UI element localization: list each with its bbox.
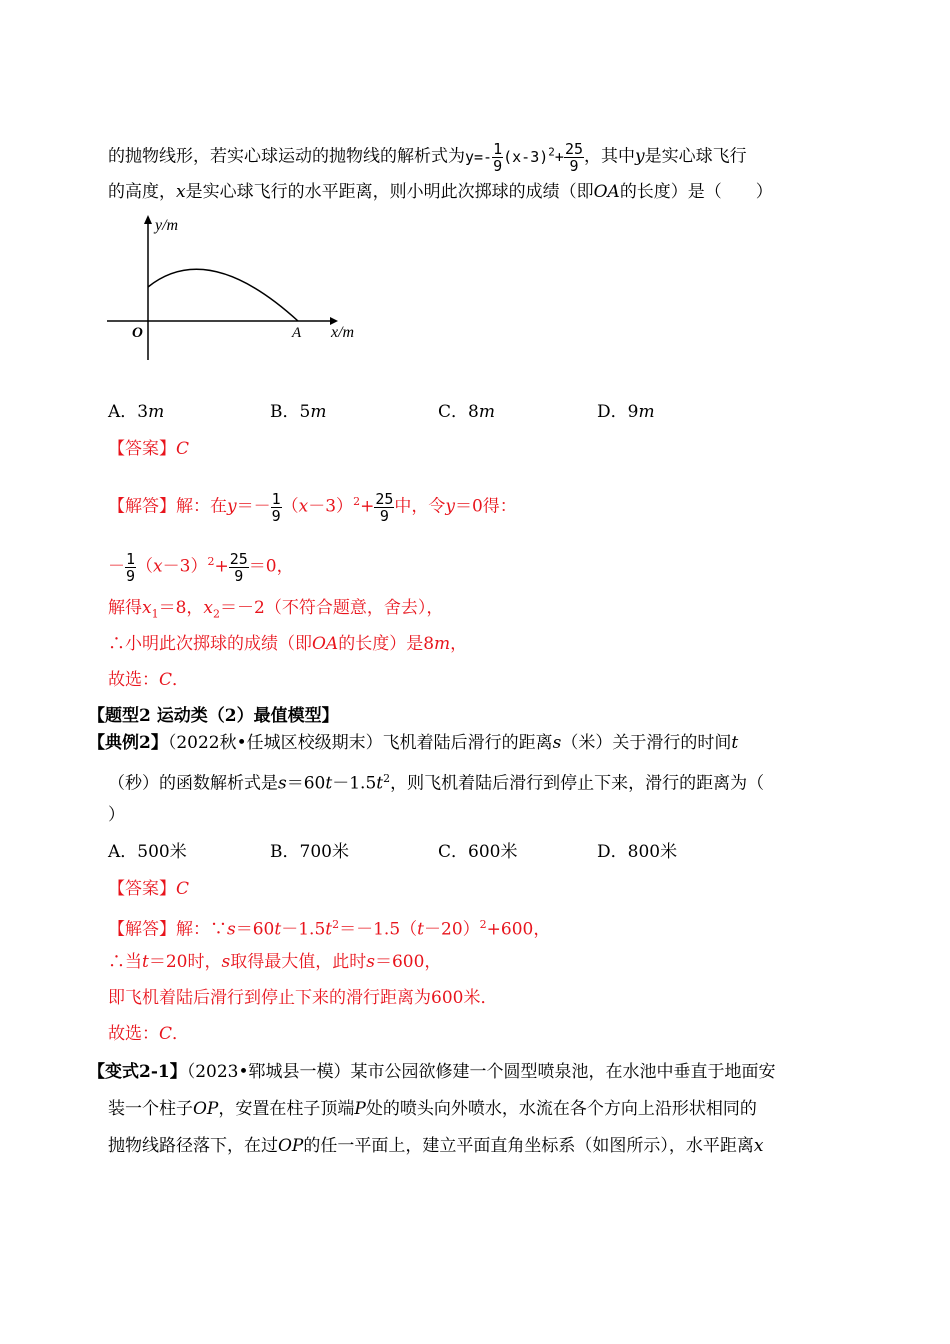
q1-line2: 的高度，x是实心球飞行的水平距离，则小明此次掷球的成绩（即OA的长度）是（ ） — [108, 182, 773, 202]
q2-line1: 【典例2】（2022秋•任城区校级期末）飞机着陆后滑行的距离s（米）关于滑行的时间t — [88, 733, 739, 753]
option-b[interactable]: B．700米 — [270, 842, 349, 862]
parabola-curve — [148, 269, 298, 321]
q2-solution-line3: 即飞机着陆后滑行到停止下来的滑行距离为600米． — [108, 988, 498, 1008]
option-d[interactable]: D．9m — [597, 402, 655, 422]
section-title: 【题型2 运动类（2）最值模型】 — [88, 706, 339, 726]
x-axis-label: x/m — [331, 324, 355, 341]
point-a-label: A — [292, 325, 302, 341]
y-axis-label: y/m — [155, 217, 179, 234]
q2-solution-line2: ∴当t＝20时，s取得最大值，此时s＝600， — [108, 952, 442, 972]
origin-label: O — [132, 325, 143, 341]
option-b[interactable]: B．5m — [270, 402, 327, 422]
q2-answer: 【答案】C — [108, 879, 190, 899]
option-c[interactable]: C．8m — [438, 402, 495, 422]
q1-solution-line3: 解得$x_1=8$，$x_2=-2$（不符合题意，舍去）， — [108, 598, 444, 621]
q1-solution-line1: 【解答】解：在y＝－ $\frac{1}{9}$ $(x-3)^2+$ $\frac{25}{9}$ 中，令y＝0得： — [108, 489, 517, 525]
y-axis-arrow — [144, 215, 152, 224]
option-c[interactable]: C．600米 — [438, 842, 518, 862]
q1-options — [108, 400, 808, 424]
parabola-graph — [105, 210, 375, 365]
q2-solution-line1: 【解答】解：$\because s=60t-1.5t^2=-1.5(t-20)^2+600$， — [108, 918, 551, 940]
q1-answer: 【答案】C — [108, 439, 190, 459]
q3-line3: 抛物线路径落下，在过OP的任一平面上，建立平面直角坐标系（如图所示），水平距离x — [108, 1136, 764, 1156]
q1-formula: y=- $\frac{1}{9}$ $(x-3)^2+$ $\frac{25}{9}$ — [465, 139, 583, 175]
q2-line2: （秒）的函数解析式是$s=60t-1.5t^2$，则飞机着陆后滑行到停止下来，滑行的距离为（ — [108, 772, 765, 794]
q2-options — [108, 840, 808, 864]
q1-solution-line4: ∴小明此次掷球的成绩（即OA的长度）是8m， — [108, 634, 468, 654]
option-a[interactable]: A．500米 — [108, 842, 187, 862]
q2-solution-line4: 故选：C． — [108, 1024, 190, 1044]
option-a[interactable]: A．3m — [108, 402, 165, 422]
q3-line1: 【变式2-1】（2023•郓城县一模）某市公园欲修建一个圆型喷泉池，在水池中垂直于地面安 — [88, 1062, 776, 1082]
q1-solution-line5: 故选：C． — [108, 670, 190, 690]
q1-solution-line2: － $\frac{1}{9}$ $(x-3)^2+$ $\frac{25}{9}$ ＝0， — [108, 549, 294, 585]
option-d[interactable]: D．800米 — [597, 842, 678, 862]
q2-line3: ） — [108, 805, 125, 825]
q1-line1: 的抛物线形，若实心球运动的抛物线的解析式为y=- $\frac{1}{9}$ $(x-3)^2+$ $\frac{25}{9}$ ，其中y是实心球飞行 — [108, 139, 747, 175]
q3-line2: 装一个柱子OP，安置在柱子顶端P处的喷头向外喷水，水流在各个方向上沿形状相同的 — [108, 1099, 757, 1119]
